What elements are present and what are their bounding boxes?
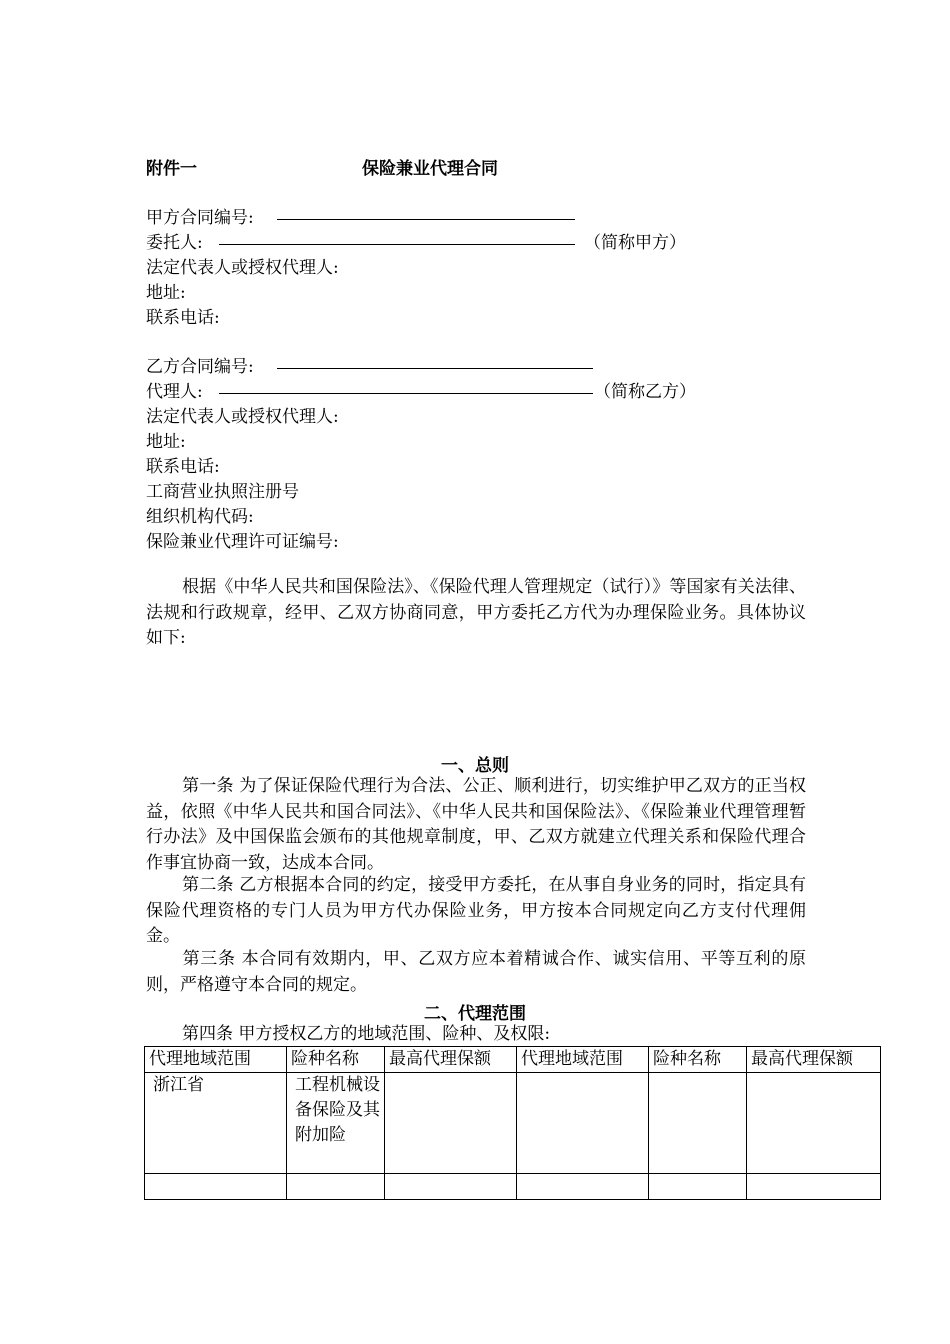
party-a-principal-blank[interactable]: [219, 244, 575, 245]
table-cell[interactable]: [145, 1174, 287, 1200]
header-cell: 险种名称: [287, 1047, 385, 1073]
party-a-address-label: 地址:: [146, 283, 186, 303]
section-1-heading: 一、总则: [441, 756, 509, 776]
table-row: [145, 1073, 881, 1174]
agency-scope-table: [144, 1046, 881, 1200]
intro-paragraph: 根据《中华人民共和国保险法》、《保险代理人管理规定（试行）》等国家有关法律、法规和行政规章，经甲、乙双方协商同意，甲方委托乙方代为办理保险业务。具体协议如下:: [146, 577, 806, 648]
table-row: [145, 1174, 881, 1200]
table-cell[interactable]: [747, 1174, 881, 1200]
table-cell[interactable]: [649, 1174, 747, 1200]
table-header-row: [145, 1047, 881, 1073]
party-a-phone-label: 联系电话:: [146, 308, 220, 328]
header-cell: 最高代理保额: [747, 1047, 881, 1073]
party-b-agent-blank[interactable]: [219, 393, 593, 394]
table-cell[interactable]: [517, 1073, 649, 1174]
party-b-agent-suffix: （简称乙方）: [594, 382, 696, 402]
article-2: 第二条 乙方根据本合同的约定，接受甲方委托，在从事自身业务的同时，指定具有保险代理资格的专门人员为甲方代办保险业务，甲方按本合同规定向乙方支付代理佣金。: [146, 875, 806, 946]
party-a-principal-suffix: （简称甲方）: [584, 233, 686, 253]
party-b-phone-label: 联系电话:: [146, 457, 220, 477]
party-b-address-label: 地址:: [146, 432, 186, 452]
party-b-permit-no-label: 保险兼业代理许可证编号:: [146, 532, 339, 552]
header-cell: 代理地域范围: [517, 1047, 649, 1073]
party-a-principal-label: 委托人:: [146, 233, 203, 253]
header-cell: 代理地域范围: [145, 1047, 287, 1073]
header-cell: 最高代理保额: [385, 1047, 517, 1073]
table-cell[interactable]: [649, 1073, 747, 1174]
party-b-business-license-label: 工商营业执照注册号: [146, 482, 299, 502]
table-cell[interactable]: [517, 1174, 649, 1200]
party-b-contract-no-blank[interactable]: [277, 368, 593, 369]
table-cell[interactable]: [385, 1073, 517, 1174]
table-cell: 浙江省: [145, 1073, 287, 1174]
party-b-legal-rep-label: 法定代表人或授权代理人:: [146, 407, 339, 427]
party-a-contract-no-label: 甲方合同编号:: [146, 208, 254, 228]
party-b-contract-no-label: 乙方合同编号:: [146, 357, 254, 377]
party-a-contract-no-blank[interactable]: [277, 219, 575, 220]
party-a-legal-rep-label: 法定代表人或授权代理人:: [146, 258, 339, 278]
table-cell[interactable]: [385, 1174, 517, 1200]
section-2-heading: 二、代理范围: [424, 1004, 526, 1024]
header-cell: 险种名称: [649, 1047, 747, 1073]
table-cell[interactable]: [287, 1174, 385, 1200]
article-1: 第一条 为了保证保险代理行为合法、公正、顺利进行，切实维护甲乙双方的正当权益，依照《中华人民共和国合同法》、《中华人民共和国保险法》、《保险兼业代理管理暂行办法》及中国保监会颁布的其他规章制度，甲、乙双方就建立代理关系和保险代理合作事宜协商一致，达成本合同。: [146, 776, 806, 873]
attachment-label: 附件一: [146, 159, 197, 179]
document-title: 保险兼业代理合同: [362, 159, 498, 179]
party-b-org-code-label: 组织机构代码:: [146, 507, 254, 527]
party-b-agent-label: 代理人:: [146, 382, 203, 402]
table-cell[interactable]: [747, 1073, 881, 1174]
table-cell: 工程机械设备保险及其附加险: [287, 1073, 385, 1174]
article-4: 第四条 甲方授权乙方的地域范围、险种、及权限:: [182, 1024, 551, 1044]
article-3: 第三条 本合同有效期内，甲、乙双方应本着精诚合作、诚实信用、平等互利的原则，严格遵守本合同的规定。: [146, 949, 806, 995]
